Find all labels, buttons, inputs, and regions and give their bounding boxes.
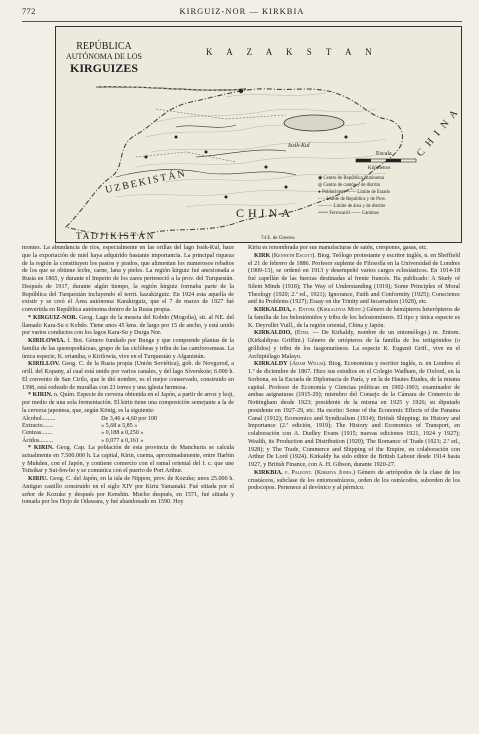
region-uzbekistan-label: UZBEKISTÁN	[104, 167, 188, 196]
town-marker	[285, 186, 288, 189]
table-cell: Alcohol.........	[22, 415, 56, 422]
dictionary-entry	[248, 245, 460, 253]
table-cell: Extracto.......	[22, 422, 54, 429]
legend-item: ═══ Ferrocarril —— Caminos	[318, 211, 379, 216]
map-figure	[55, 26, 462, 243]
scale-unit: Kilómetros	[368, 166, 391, 171]
legend-item: ● Poblaciones —— Límite de Estado	[318, 190, 391, 195]
dictionary-entry	[22, 338, 234, 361]
table-cell: Cenizas.......	[22, 430, 52, 437]
page-header	[22, 6, 462, 20]
entry-headword: KIRIU.	[28, 476, 48, 483]
dictionary-entry	[248, 307, 460, 330]
entry-text: Geog. C. de la Rusia propia (Unión Soviética), gob. de Novgorod, a orill. del Kopany, al cual está unido por varios canales, y del lago Síverskoie; 6.000 h. El convento de San Cirilo, que le dió nombre, es el mejor conservado, construido en 1398, está rodeado de murallas con 23 torres y una iglesia hermosa.	[22, 361, 234, 391]
dictionary-entry	[248, 253, 460, 307]
dictionary-entry	[248, 361, 460, 470]
entry-text: Geog. Lago de la meseta del Kobdo (Mogolia), sit. al NE. del llamado Kara-Su o Kobdo. Tiene unos 45 kms. de largo por 15 de ancho, y está unido por varios conductos con los lagos Kara-Su y Durga Nor.	[22, 314, 234, 337]
lake-label: Issik-Kul	[288, 143, 310, 149]
table-cell: » 5,68 a 5,85 »	[101, 422, 138, 429]
entry-headword: KIRKALDY	[254, 361, 288, 368]
town-marker	[145, 156, 148, 159]
entry-text: — De Kirkaldy, nombre de un entomólogo.) m. Entom. (Kirkaldiyus Griffini.) Género de ortópteros de la familia de los tettigónidos (o grillidos) y tribu de los fasgonuríneos. La especie K. Eugenii Griff., vive en el Archipiélago Malayo.	[248, 330, 460, 360]
entry-subhead: f. Entom. (Kirkaldyia Mont.)	[291, 307, 365, 313]
legend-item: ◉ Centro de República Autónoma	[318, 176, 384, 181]
scale-bar-segment	[356, 159, 371, 162]
issik-kul-lake	[284, 115, 344, 131]
table-cell: De 3,46 a 4,60 por 100	[101, 415, 158, 422]
map-title-line3: KIRGUIZES	[69, 61, 139, 75]
town-marker	[239, 89, 243, 93]
entry-text: Género de hemípteros heterópteros de la familia de los belostómidos y tribu de los belostomíneos. El tipo y única especie es K. Deyrollei Vuill., de la región oriental, China y Japón.	[248, 307, 460, 329]
map-svg	[56, 27, 461, 242]
table-cell: Ácidos.........	[22, 437, 53, 444]
roads	[136, 109, 286, 162]
entry-text: Biog. Economista y escritor inglés, n. en Londres el 1.º de diciembre de 1867. Hizo sus estudios en el Colegio Wadham, de Oxford, en la Sorbona, en la Escuela de Diplomacia de París, y en la de Hautes Études, de la misma capital. Profesor de Economía y Ciencias políticas en 1902-1903; examinador de ambas asignaturas (1915-29); miembro del Consejo de la Cámara de Comercio de Nottingham desde 1923; presidente de la misma en 1925 y 1926; su diputado presidente en 1927-29, etc. Ha escrito: Some of the Economic Effects of the Panama Canal (1912); Economics and Syndicalism (1914); British Shipping: its History and Importance (2.ª edición, 1919); The History and Economics of Transport, en colaboración con A. Dudley Evans (1915; nuevas ediciones 1921, 1924 y 1927); Wealth, its Production and Distribution (1920); The Romance of Trade (1923; 2.ª ed., 1928); y The Trade, Commerce and Shipping of the Empire, en colaboración con Arthur De Lord (1924). Kirkaldy ha sido editor de British Labour desde 1914 hasta 1927, y British Finance, con A. H. Gibson, durante 1920-27.	[248, 361, 460, 468]
entry-text: Kiriu es renombrada por sus manufacturas de satén, crespones, gasas, etc.	[248, 245, 428, 251]
region-china-east-label: C H I N A	[414, 106, 461, 159]
town-marker	[175, 136, 178, 139]
town-marker	[225, 196, 228, 199]
entry-headword: KIRKALDIA,	[254, 307, 292, 313]
dictionary-entry	[248, 330, 460, 361]
page-number: 772	[22, 6, 36, 16]
region-china-label: CHINA	[236, 206, 294, 220]
meridian-note: 74 E. de Greenw.	[261, 236, 296, 241]
entry-headword: KIRILOWIA.	[28, 338, 66, 344]
map-legend	[317, 175, 391, 216]
dictionary-columns	[22, 245, 462, 715]
entry-text: montes. La abundancia de ríos, especialmente en las orillas del lago Issik-Kul, hace que la exportación de miel haya adquirido bastante importancia. La principal riqueza de la región la constituyen los pastos y prados, que alimentan los numerosos rebaños de los que se obtiene leche, carne, lana y pieles. La región kirguiz fué anexionada a Rusia en 1865, y durante el Imperio de los zares perteneció a la prov. del Turquestán. Después de 1917, durante algún tiempo, la región kirguiz formaba parte de la República del Turquestán incluyendo el territ. kazakizguiz. En 1924 esta aquella de existir y se creó el Área autónoma Karakirguiz, que el 7 de marzo de 1927 fué convertida en República autónoma dentro de la Rusia propia.	[22, 245, 234, 313]
entry-headword: KIRKBIA.	[254, 469, 283, 476]
dictionary-entry	[22, 476, 234, 507]
legend-item: ◎ Centro de cantón y de distrito	[318, 183, 381, 188]
legend-item: - - - Límite de República y de Prov.	[318, 197, 387, 202]
dictionary-entry	[248, 470, 460, 493]
dictionary-entry	[22, 315, 234, 338]
entry-headword: KIRKALDIO,	[254, 330, 292, 337]
town-marker	[265, 166, 268, 169]
entry-text: Geog. Cap. La población de esta provincia de Manchuria se calcula actualmente en 7.500.000 h. La capital, Kirin, cuenta, aproximadamente, entre Harbin y Mukden, con el Japón, y contiene comercio con el ramal oriental del f. c. que une Tsitsikar y Sui-fen-ho y se comunica con el puerto de Port Arthur.	[22, 445, 234, 475]
entry-subhead: (Kenneth Escott).	[270, 252, 316, 259]
entry-subhead: (Etim.	[291, 330, 310, 337]
legend-item: ——— Límite de área y de distrito	[318, 204, 386, 209]
map-title-line1: REPÚBLICA	[76, 41, 132, 52]
map-title-line2: AUTÓNOMA DE LOS	[66, 52, 142, 61]
entry-headword: KIRK	[254, 252, 271, 259]
scale-label: Escala	[376, 151, 392, 157]
entry-text: Geog. C. del Japón, en la isla de Nippon, prov. de Kozuke; unos 25.000 h. Antiguo castillo construido en el siglo XIV por Kiriu Yamanaki. Fué sitiada por el señor de Kozuke y después por Kenshin. Mucho después, en 1571, fué sitiada y tomada por los Hojo de Odawara, y fué abandonado en 1590. Hoy	[22, 476, 234, 506]
scale-bar-segment	[386, 159, 401, 162]
entry-text: n. Quím. Especie de cerveza obtenida en el Japón, a partir de arroz y koji, por medio de una sola fermentación. El kirin tiene una composición semejante a la de la cerveza japonesa, que, según König, es la siguiente:	[22, 392, 234, 414]
entry-headword: * KIRGUIZ-NOR.	[28, 314, 78, 321]
entry-subhead: (Adam Willis).	[287, 361, 327, 368]
dictionary-entry	[22, 361, 234, 392]
header-rule	[22, 21, 462, 22]
dictionary-entry	[22, 245, 234, 315]
entry-headword: * KIRIN.	[28, 392, 53, 399]
table-cell: » 0,077 a 0,161 »	[101, 437, 144, 444]
entry-text: f. Bot. Género fundado por Bunge y que comprende plantas de la familia de las quenopodiáceas, grupo de las ciclóbeas y tribu de las camforosmeas. La única especie, K. eriantha, o Kirilowia, vive en el Turquestán y Afganistán.	[22, 338, 234, 360]
entry-headword: KIRILLOV.	[28, 361, 60, 368]
table-row	[22, 438, 234, 445]
region-kazakstan-label: K A Z A K S T A N	[206, 47, 378, 57]
table-cell: » 0,188 a 0,250 »	[101, 430, 144, 437]
composition-table	[22, 416, 234, 446]
left-column	[22, 245, 234, 507]
dictionary-entry	[22, 392, 234, 415]
table-row	[22, 423, 234, 430]
entry-text: Género de artrópodos de la clase de los crustáceos, subclase de los entomostráceos, orden de los ostrácodos, suborden de los podocopos. Pertenece al devónico y al pérmico.	[248, 469, 460, 492]
entry-subhead: f. Paleont. (Kirkbya Jones.)	[282, 469, 355, 476]
town-marker	[205, 151, 208, 154]
entry-headword: * KIRIN.	[28, 445, 54, 452]
right-column	[248, 245, 460, 493]
table-row	[22, 416, 234, 423]
dictionary-entry	[22, 445, 234, 476]
railway	[96, 87, 246, 90]
page-running-title: KIRGUIZ-NOR — KIRKBIA	[179, 6, 305, 16]
table-row	[22, 430, 234, 437]
region-tadjikistan-label: TADJIKISTÁN	[76, 231, 156, 241]
entry-text: Biog. Teólogo protestante y escritor inglés, n. en Sheffield el 21 de febrero de 1886. Profesor suplente de Filosofía en la Universidad de Londres (1909-13), se ordenó en 1913 y desempeñó varios cargos eclesiásticos. En 1914-18 fué capellán de las fuerzas destinadas al frente francés. Ha publicado: A Study of Silent Minds (1918); The Way of Understanding (1919); Some Principles of Moral Theology (1920; 2.ª ed., 1921); Ignorance, Faith and Conformity (1925); Conscience and its Problems (1927); Essay on the Trinity and Incarnation (1928), etc.	[248, 252, 460, 306]
town-marker	[345, 136, 348, 139]
